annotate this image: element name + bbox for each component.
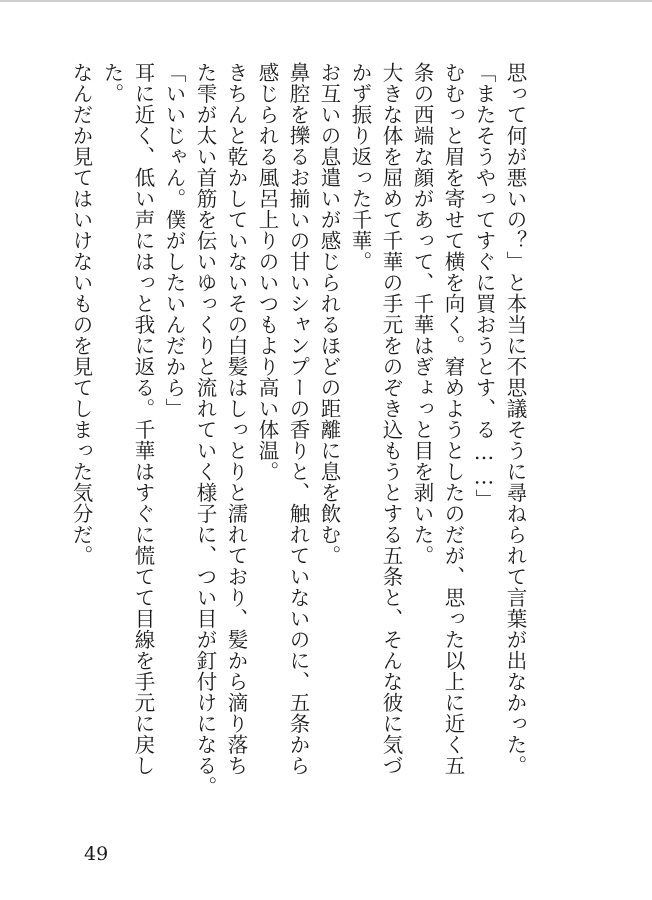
page-number: 49 [84,843,109,865]
text-line-9: 感じられる風呂上りのいつもより高い体温。 [255,62,279,482]
text-line-12: 「いいじゃん。僕がしたいんだから」 [162,62,186,419]
text-line-5: 大きな体を屈めて千華の手元をのぞき込もうとする五条と、そんな彼に気づ [379,62,403,776]
text-line-3: むむっと眉を寄せて横を向く。窘めようとしたのだが、思った以上に近く五 [441,62,465,776]
text-line-13: 耳に近く、低い声にはっと我に返る。千華はすぐに慌てて目線を手元に戻し [131,62,155,776]
text-line-4: 条の西端な顔があって、千華はぎょっと目を剥いた。 [410,62,434,566]
text-line-11: た雫が太い首筋を伝いゆっくりと流れていく様子に、つい目が釘付けになる。 [193,62,217,797]
text-line-6: かず振り返った千華。 [348,62,372,272]
text-line-15: なんだか見てはいけないものを見てしまった気分だ。 [69,62,93,566]
text-line-10: きちんと乾かしていないその白髪はしっとりと濡れており、髪から滴り落ち [224,62,248,776]
page-top-edge [0,0,652,2]
text-line-1: 思って何が悪いの？」と本当に不思議そうに尋ねられて言葉が出なかった。 [503,62,527,776]
text-line-2: 「またそうやってすぐに買おうとす、る……」 [472,62,496,510]
vertical-text-body [69,62,527,802]
text-line-7: お互いの息遣いが感じられるほどの距離に息を飲む。 [317,62,341,566]
text-line-14: た。 [100,62,124,104]
text-line-8: 鼻腔を擽るお揃いの甘いシャンプーの香りと、触れていないのに、五条から [286,62,310,776]
